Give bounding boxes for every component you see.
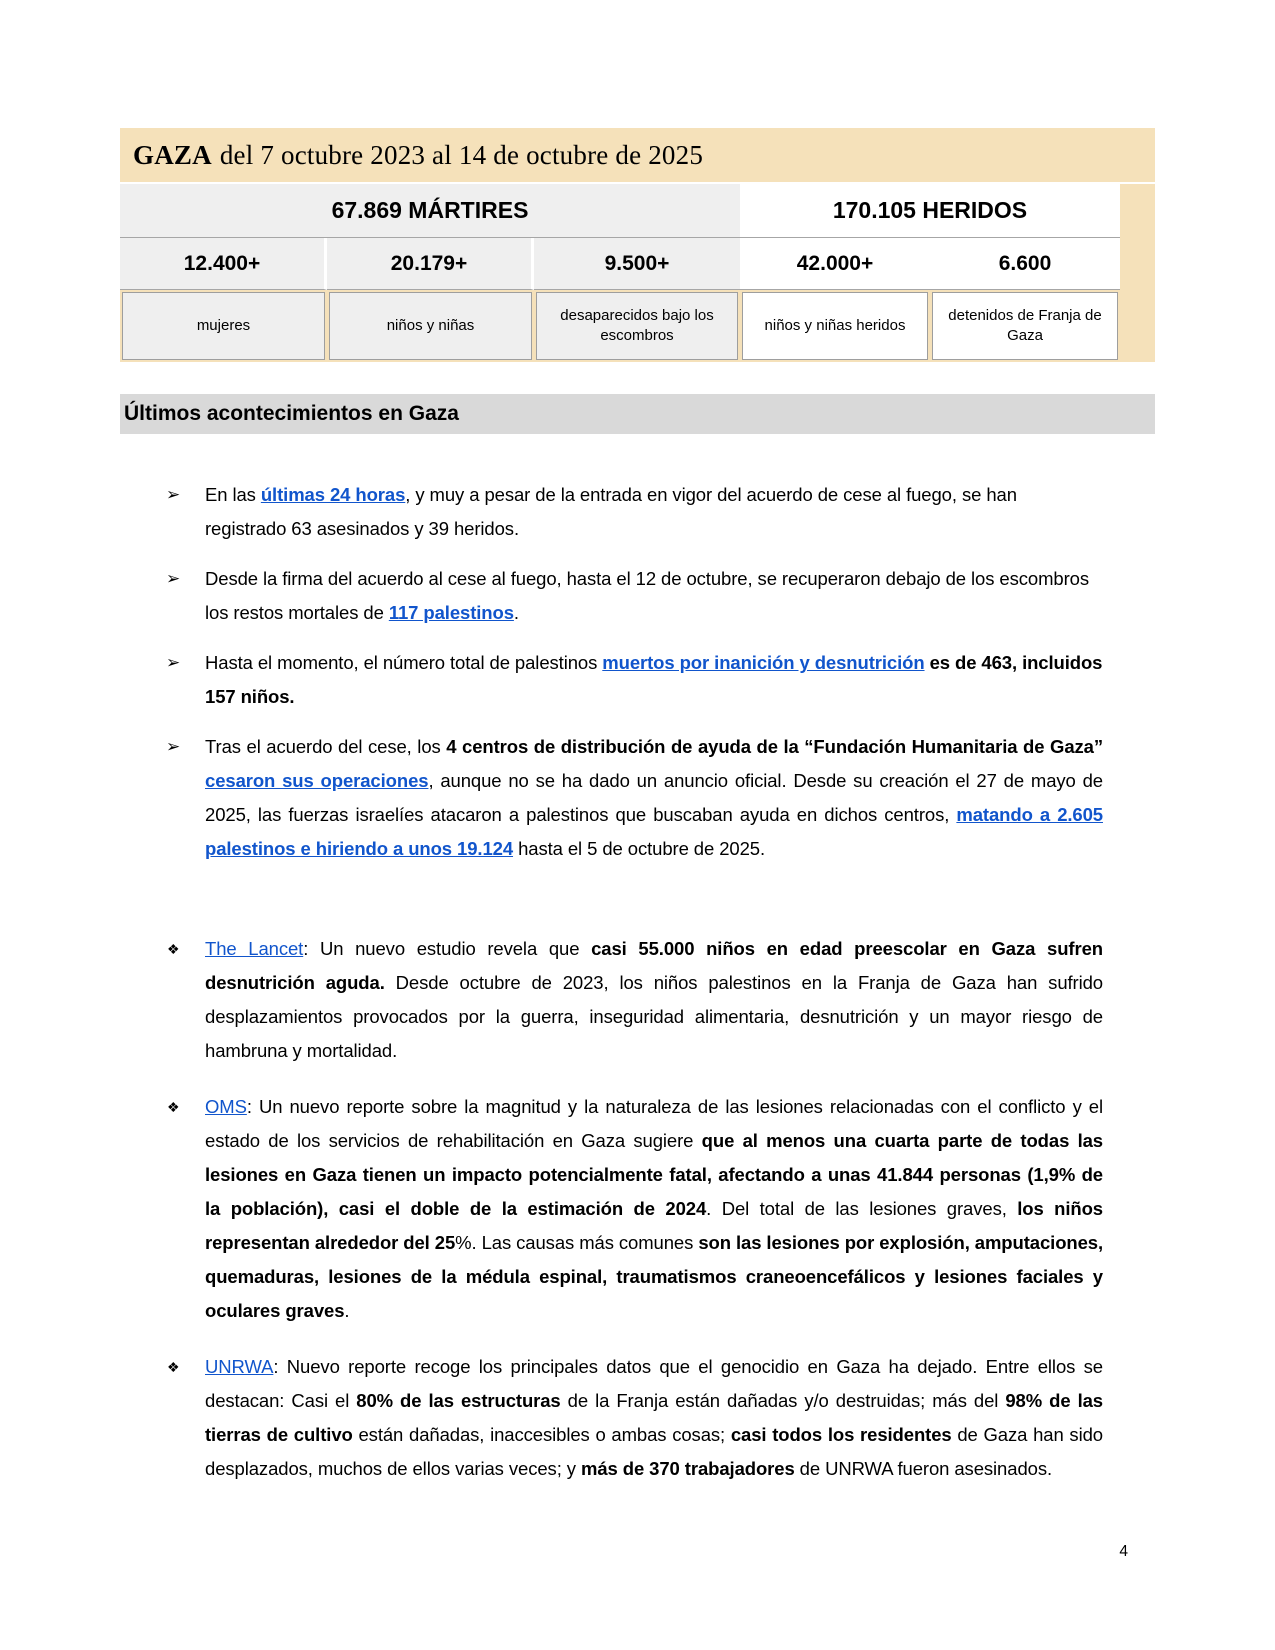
text-segment: 98% de las tierras de cultivo <box>205 1390 1103 1445</box>
arrow-bullet-icon: ➢ <box>166 485 181 504</box>
text-segment: Tras el acuerdo del cese, los <box>205 736 447 757</box>
text-segment: es de 463, incluidos 157 niños. <box>205 652 1103 707</box>
text-segment: de Gaza han sido desplazados, muchos de ellos varias veces; y <box>205 1424 1103 1479</box>
text-segment: , y muy a pesar de la entrada en vigor del acuerdo de cese al fuego, se han registrado 63 asesinados y 39 heridos. <box>205 484 1017 539</box>
text-segment: de UNRWA fueron asesinados. <box>794 1458 1053 1479</box>
paragraph-text <box>205 730 1103 866</box>
paragraph-text <box>205 646 1103 714</box>
inline-link[interactable]: muertos por inanición y desnutrición <box>602 652 925 673</box>
tan-strip <box>1120 184 1155 238</box>
paragraph-text <box>205 478 1103 546</box>
arrow-bullet-icon: ➢ <box>166 653 181 672</box>
inline-link[interactable]: OMS <box>205 1096 247 1117</box>
list-item <box>120 562 1155 630</box>
text-segment: de la Franja están dañadas y/o destruidas; más del <box>560 1390 1006 1411</box>
stat-value-mujeres: 12.400+ <box>120 238 327 290</box>
text-segment: : Nuevo reporte recoge los principales datos que el genocidio en Gaza ha dejado. Entre ellos se destacan: Casi el <box>205 1356 1103 1411</box>
text-segment: %. Las causas más comunes <box>455 1232 699 1253</box>
arrow-bullet-icon: ➢ <box>166 569 181 588</box>
diamond-bullet-icon: ❖ <box>167 941 180 957</box>
paragraph-text <box>205 1350 1103 1486</box>
text-segment: : Un nuevo reporte sobre la magnitud y la naturaleza de las lesiones relacionadas con el conflicto y el estado de los servicios de rehabilitación en Gaza sugiere <box>205 1096 1103 1151</box>
list-item <box>120 646 1155 714</box>
text-segment: más de 370 trabajadores <box>580 1458 795 1479</box>
stat-value-detenidos: 6.600 <box>930 238 1120 290</box>
stat-value-desaparecidos: 9.500+ <box>534 238 740 290</box>
page-number: 4 <box>1119 1543 1128 1560</box>
diamond-bullet-icon: ❖ <box>167 1099 180 1115</box>
inline-link[interactable]: últimas 24 horas <box>260 484 406 505</box>
text-segment: En las <box>205 484 261 505</box>
text-segment: son las lesiones por explosión, amputaciones, quemaduras, lesiones de la médula espinal, traumatismos craneoencefálicos y lesiones faciales y oculares graves <box>205 1232 1104 1321</box>
paragraph-text <box>205 562 1103 630</box>
list-item <box>120 730 1155 866</box>
text-segment: Desde octubre de 2023, los niños palestinos en la Franja de Gaza han sufrido desplazamientos provocados por la guerra, inseguridad alimentaria, desnutrición y un mayor riesgo de hambruna y mortalidad. <box>205 972 1103 1061</box>
stat-label-ninos: niños y niñas <box>329 292 532 360</box>
text-segment: están dañadas, inaccesibles o ambas cosas; <box>352 1424 731 1445</box>
martires-group-header: 67.869 MÁRTIRES <box>120 184 740 238</box>
arrow-bullet-list <box>120 478 1155 866</box>
stat-label-mujeres: mujeres <box>122 292 325 360</box>
section-header: Últimos acontecimientos en Gaza <box>120 394 1155 434</box>
tan-strip <box>1120 238 1155 290</box>
stats-panel <box>120 128 1155 362</box>
inline-link[interactable]: matando a 2.605 palestinos e hiriendo a unos 19.124 <box>205 804 1103 859</box>
text-segment: 80% de las estructuras <box>356 1390 561 1411</box>
text-segment: hasta el 5 de octubre de 2025. <box>513 838 766 859</box>
text-segment: : Un nuevo estudio revela que <box>303 938 592 959</box>
text-segment: . <box>513 602 519 623</box>
inline-link[interactable]: cesaron sus operaciones <box>205 770 429 791</box>
text-segment: 4 centros de distribución de ayuda de la “Fundación Humanitaria de Gaza” <box>446 736 1103 757</box>
stat-label-detenidos: detenidos de Franja de Gaza <box>932 292 1118 360</box>
stat-value-ninos: 20.179+ <box>327 238 534 290</box>
diamond-bullet-icon: ❖ <box>167 1359 180 1375</box>
stat-label-desaparecidos: desaparecidos bajo los escombros <box>536 292 738 360</box>
arrow-bullet-icon: ➢ <box>166 737 181 756</box>
paragraph-text <box>205 1090 1103 1328</box>
text-segment: casi 55.000 niños en edad preescolar en Gaza sufren desnutrición aguda. <box>205 938 1103 993</box>
title-gaza: GAZA <box>133 139 212 170</box>
stat-value-ninos-heridos: 42.000+ <box>740 238 930 290</box>
paragraph-text <box>205 932 1103 1068</box>
diamond-bullet-list <box>120 932 1155 1486</box>
heridos-group-header: 170.105 HERIDOS <box>740 184 1120 238</box>
title-date-range: del 7 octubre 2023 al 14 de octubre de 2025 <box>219 139 704 170</box>
text-segment: que al menos una cuarta parte de todas las lesiones en Gaza tienen un impacto potencialmente fatal, afectando a unas 41.844 personas (1,9% de la población), casi el doble de la estimación de 2024 <box>205 1130 1103 1219</box>
inline-link[interactable]: The Lancet <box>205 938 304 959</box>
inline-link[interactable]: 117 palestinos <box>388 602 514 623</box>
list-item <box>120 478 1155 546</box>
text-segment: . <box>344 1300 350 1321</box>
inline-link[interactable]: UNRWA <box>205 1356 274 1377</box>
text-segment: , aunque no se ha dado un anuncio oficial. Desde su creación el 27 de mayo de 2025, las fuerzas israelíes atacaron a palestinos que buscaban ayuda en dichos centros, <box>205 770 1103 825</box>
document-title <box>120 128 1155 184</box>
list-item <box>120 1350 1155 1486</box>
list-item <box>120 1090 1155 1328</box>
text-segment: Desde la firma del acuerdo al cese al fuego, hasta el 12 de octubre, se recuperaron debajo de los escombros los restos mortales de <box>205 568 1090 623</box>
text-segment: los niños representan alrededor del 25 <box>205 1198 1103 1253</box>
stats-table <box>120 184 1155 362</box>
text-segment: . Del total de las lesiones graves, <box>706 1198 1018 1219</box>
text-segment: casi todos los residentes <box>730 1424 952 1445</box>
tan-strip <box>1120 290 1155 362</box>
text-segment: Hasta el momento, el número total de palestinos <box>205 652 603 673</box>
list-item <box>120 932 1155 1068</box>
stat-label-ninos-heridos: niños y niñas heridos <box>742 292 928 360</box>
